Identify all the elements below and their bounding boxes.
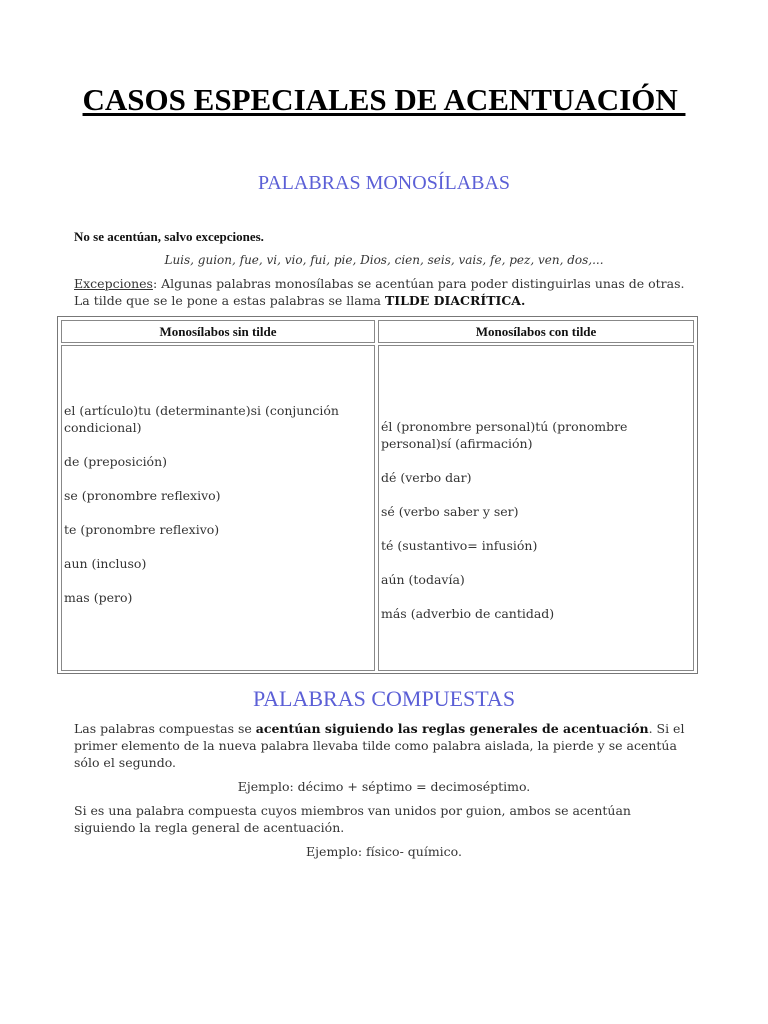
list-item: aún (todavía)	[381, 572, 465, 587]
monosyllables-table	[57, 316, 698, 674]
list-item: de (preposición)	[64, 454, 168, 469]
list-item: él (pronombre personal)tú (pronombre personal)sí (afirmación)	[381, 419, 628, 451]
exceptions-text: : Algunas palabras monosílabas se acentúan para poder distinguirlas unas de otras. La tilde que se le pone a estas palabras se llama	[74, 276, 685, 308]
list-item: te (pronombre reflexivo)	[64, 522, 220, 537]
paragraph-emphasis: acentúan siguiendo las reglas generales de acentuación	[255, 721, 649, 736]
example-fisico-quimico: Ejemplo: físico- químico.	[306, 844, 462, 859]
list-item: aun (incluso)	[64, 556, 147, 571]
page-title: CASOS ESPECIALES DE ACENTUACIÓN	[82, 82, 686, 117]
exceptions-paragraph	[74, 275, 694, 309]
exceptions-label: Excepciones	[74, 276, 153, 291]
compuestas-paragraph-1	[74, 720, 694, 771]
list-item: té (sustantivo= infusión)	[381, 538, 538, 553]
rule-text: No se acentúan, salvo excepciones.	[74, 229, 264, 244]
list-item: el (artículo)tu (determinante)si (conjunción condicional)	[64, 403, 339, 435]
table-cell-con-tilde	[378, 345, 694, 671]
example-decimoseptimo: Ejemplo: décimo + séptimo = decimoséptimo.	[237, 779, 531, 794]
table-header-con-tilde: Monosílabos con tilde	[378, 320, 694, 343]
list-item: se (pronombre reflexivo)	[64, 488, 221, 503]
section-heading-monosilabas: PALABRAS MONOSÍLABAS	[257, 172, 511, 194]
list-item: más (adverbio de cantidad)	[381, 606, 555, 621]
tilde-diacritica-term: TILDE DIACRÍTICA.	[384, 293, 526, 308]
list-item: mas (pero)	[64, 590, 133, 605]
examples-line: Luis, guion, fue, vi, vio, fui, pie, Dios, cien, seis, vais, fe, pez, ven, dos,...	[164, 253, 604, 267]
compuestas-paragraph-2: Si es una palabra compuesta cuyos miembros van unidos por guion, ambos se acentúan siguiendo la regla general de acentuación.	[74, 803, 631, 835]
paragraph-text: Las palabras compuestas se	[74, 721, 256, 736]
list-item: sé (verbo saber y ser)	[381, 504, 519, 519]
section-heading-compuestas: PALABRAS COMPUESTAS	[252, 686, 516, 711]
list-item: dé (verbo dar)	[381, 470, 472, 485]
table-cell-sin-tilde	[61, 345, 375, 671]
paragraph-text: . Si el primer elemento de la nueva palabra llevaba tilde como palabra aislada, la pierde y se acentúa sólo el segundo.	[74, 721, 685, 770]
table-header-sin-tilde: Monosílabos sin tilde	[61, 320, 375, 343]
